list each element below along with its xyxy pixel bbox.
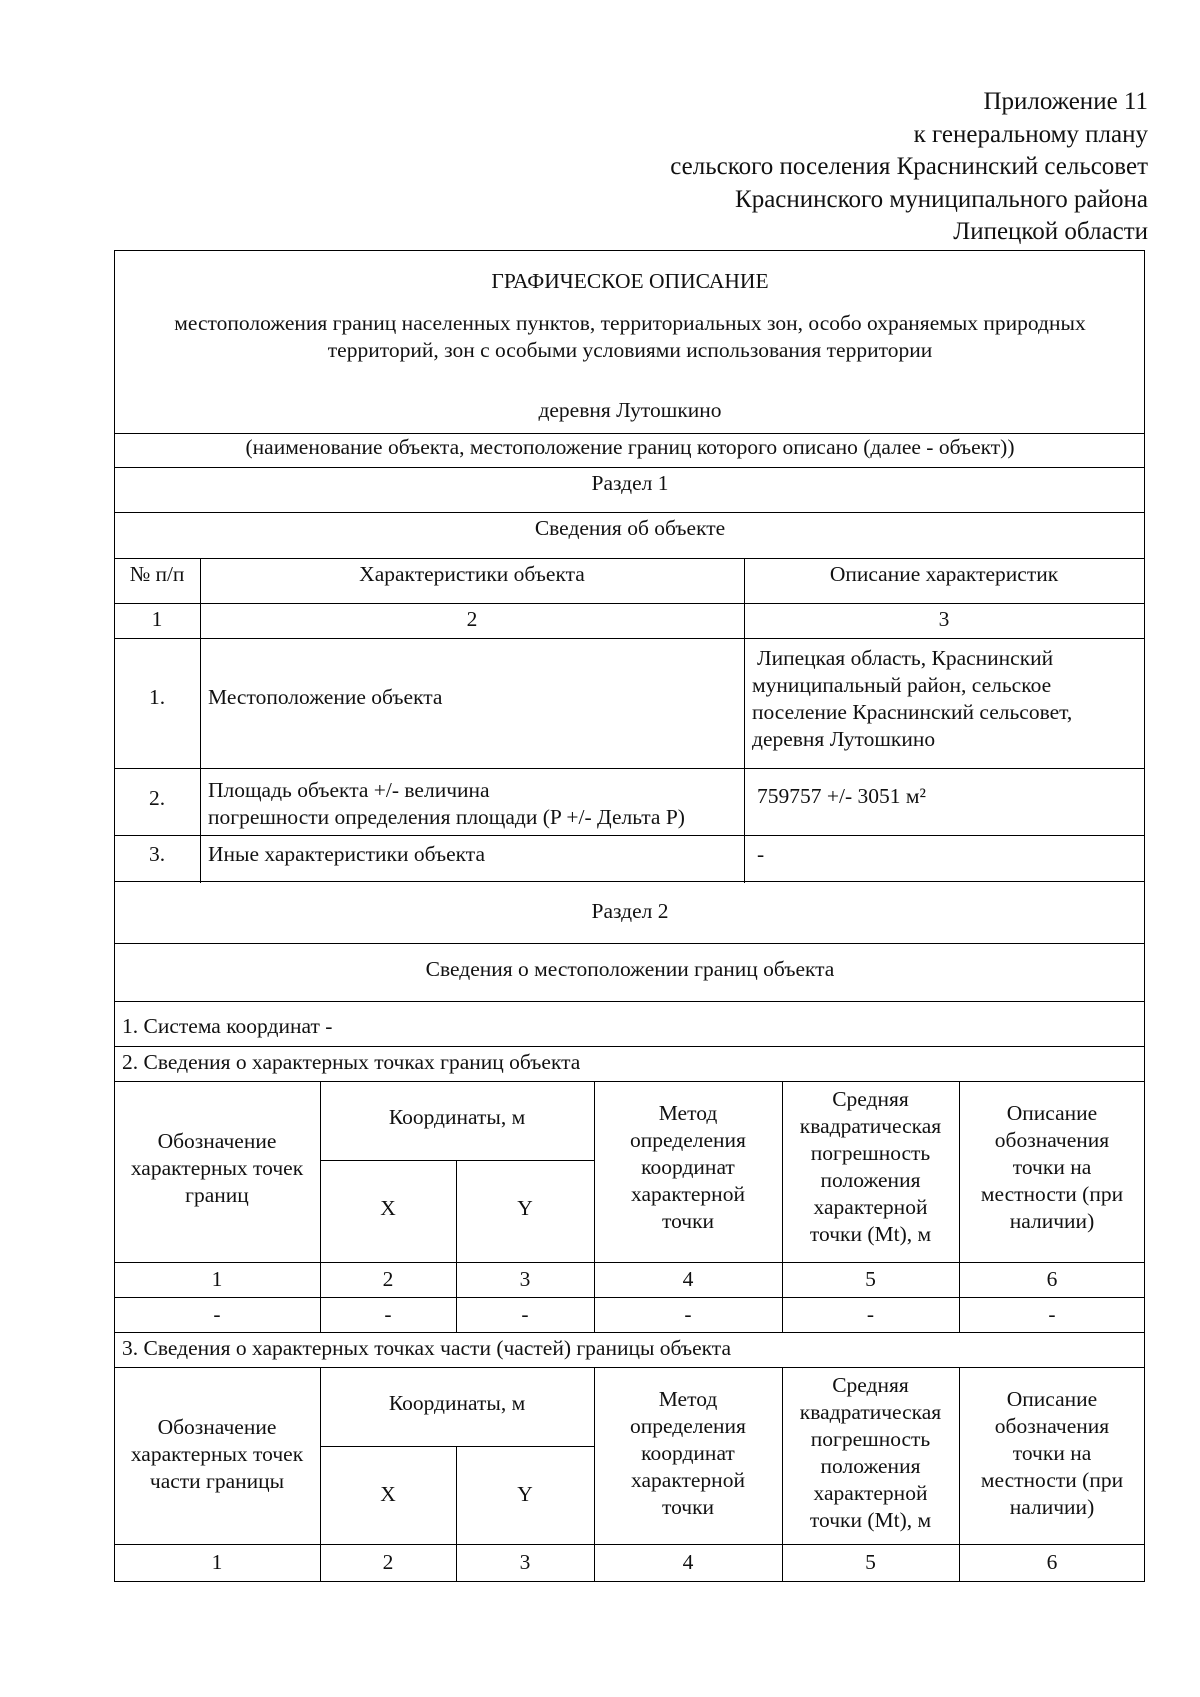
table-cell: - xyxy=(384,1302,392,1326)
description-line: Липецкая область, Краснинский xyxy=(757,646,1054,670)
divider xyxy=(114,512,1145,513)
column-header-number: № п/п xyxy=(129,562,185,586)
object-name: деревня Лутошкино xyxy=(538,398,722,422)
divider xyxy=(114,768,1145,769)
column-header-characteristic: Характеристики объекта xyxy=(359,562,585,586)
column-number: 4 xyxy=(682,1267,694,1291)
column-number: 3 xyxy=(519,1550,531,1574)
coordinates-header: Координаты, м xyxy=(388,1391,526,1415)
table-cell: - xyxy=(1048,1302,1056,1326)
points-heading: 2. Сведения о характерных точках границ объекта xyxy=(122,1050,581,1074)
column-number: 6 xyxy=(1046,1550,1058,1574)
divider xyxy=(320,1446,594,1447)
characteristic-other: Иные характеристики объекта xyxy=(208,842,486,866)
coordinates-header: Координаты, м xyxy=(388,1105,526,1129)
row-number: 2. xyxy=(148,786,166,810)
document-header xyxy=(448,86,1148,249)
column-number: 5 xyxy=(865,1550,876,1574)
title-subtitle-line: территорий, зон с особыми условиями использования территории xyxy=(327,338,933,362)
column-number: 6 xyxy=(1046,1267,1058,1291)
column-number: 5 xyxy=(865,1267,876,1291)
divider xyxy=(114,835,1145,836)
divider xyxy=(114,881,1145,882)
table-cell: - xyxy=(521,1302,529,1326)
column-number: 4 xyxy=(682,1550,694,1574)
row-number: 1. xyxy=(148,685,166,709)
appendix-number: Приложение 11 xyxy=(983,88,1148,115)
point-description-header: Описание обозначения точки на местности (при наличии) xyxy=(980,1101,1124,1233)
divider xyxy=(320,1160,594,1161)
title-subtitle-line: местоположения границ населенных пунктов, территориальных зон, особо охраняемых природных xyxy=(174,311,1086,335)
column-divider xyxy=(200,558,201,883)
table-cell: - xyxy=(684,1302,692,1326)
column-number: 1 xyxy=(151,607,163,631)
coordinate-system: 1. Система координат - xyxy=(122,1014,333,1038)
column-number: 1 xyxy=(211,1267,223,1291)
designation-header: Обозначение характерных точек границ xyxy=(130,1129,304,1207)
y-header: Y xyxy=(517,1196,533,1220)
header-line: Краснинского муниципального района xyxy=(735,185,1148,213)
divider xyxy=(114,1367,1145,1368)
divider xyxy=(114,1001,1145,1002)
y-header: Y xyxy=(517,1482,533,1506)
divider xyxy=(114,638,1145,639)
divider xyxy=(114,603,1145,604)
object-caption: (наименование объекта, местоположение границ которого описано (далее - объект)) xyxy=(245,435,1015,459)
column-number: 2 xyxy=(466,607,478,631)
description-line: поселение Краснинский сельсовет, xyxy=(752,700,1073,724)
x-header: X xyxy=(380,1196,396,1220)
x-header: X xyxy=(380,1482,396,1506)
section-2-heading: Сведения о местоположении границ объекта xyxy=(425,957,835,981)
divider xyxy=(114,1297,1145,1298)
section-1-heading: Сведения об объекте xyxy=(534,516,726,540)
description-value: - xyxy=(757,842,765,866)
divider xyxy=(114,943,1145,944)
header-line: Липецкой области xyxy=(953,218,1148,245)
divider xyxy=(114,1262,1145,1263)
characteristic-line: погрешности определения площади (P +/- Дельта P) xyxy=(208,805,685,829)
section-1-label: Раздел 1 xyxy=(591,471,669,495)
header-line: сельского поселения Краснинский сельсовет xyxy=(670,153,1148,180)
column-number: 1 xyxy=(211,1550,223,1574)
divider xyxy=(114,558,1145,559)
divider xyxy=(114,1544,1145,1545)
document-title: ГРАФИЧЕСКОЕ ОПИСАНИЕ xyxy=(491,269,769,293)
characteristic-location: Местоположение объекта xyxy=(208,685,443,709)
divider xyxy=(114,1332,1145,1333)
column-number: 2 xyxy=(382,1267,394,1291)
column-number: 2 xyxy=(382,1550,394,1574)
method-header: Метод определения координат характерной точки xyxy=(630,1387,746,1519)
divider xyxy=(114,467,1145,468)
divider xyxy=(114,1081,1145,1082)
parts-heading: 3. Сведения о характерных точках части (частей) границы объекта xyxy=(122,1336,731,1360)
row-number: 3. xyxy=(148,842,166,866)
error-header: Средняя квадратическая погрешность положения характерной точки (Mt), м xyxy=(799,1087,942,1246)
column-divider xyxy=(744,558,745,883)
description-line: деревня Лутошкино xyxy=(752,727,936,751)
table-cell: - xyxy=(866,1302,875,1326)
section-2-label: Раздел 2 xyxy=(591,899,669,923)
area-value: 759757 +/- 3051 м² xyxy=(757,784,926,808)
method-header: Метод определения координат характерной точки xyxy=(630,1101,746,1233)
column-header-description: Описание характеристик xyxy=(829,562,1059,586)
characteristic-line: Площадь объекта +/- величина xyxy=(208,778,490,802)
error-header: Средняя квадратическая погрешность положения характерной точки (Mt), м xyxy=(799,1373,942,1532)
column-number: 3 xyxy=(938,607,950,631)
designation-header: Обозначение характерных точек части границы xyxy=(130,1415,304,1493)
column-number: 3 xyxy=(519,1267,531,1291)
point-description-header: Описание обозначения точки на местности (при наличии) xyxy=(980,1387,1124,1519)
table-cell: - xyxy=(213,1302,221,1326)
header-line: к генеральному плану xyxy=(913,120,1148,148)
description-line: муниципальный район, сельское xyxy=(752,673,1052,697)
divider xyxy=(114,1046,1145,1047)
